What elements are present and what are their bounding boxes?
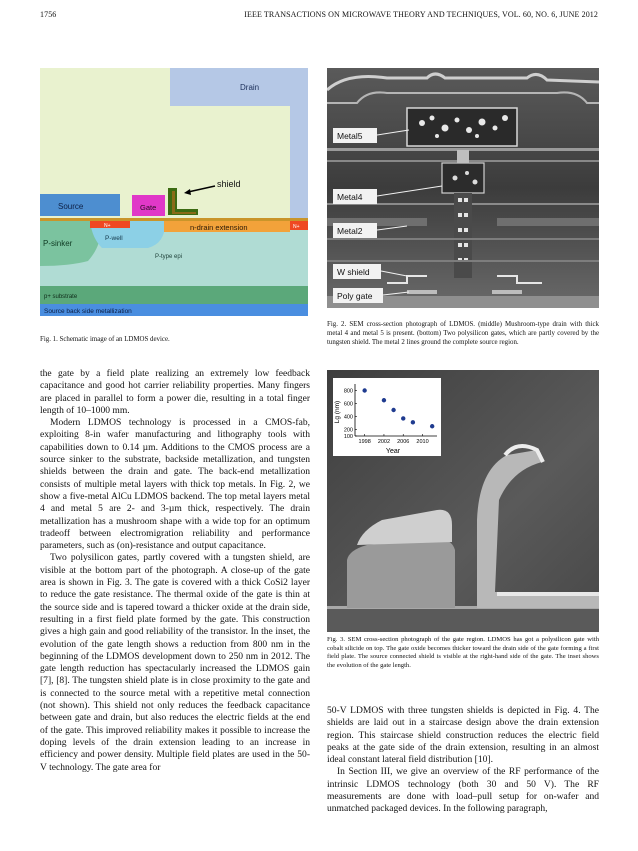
sem-cross-section bbox=[327, 68, 599, 308]
chart-xtick-label: 2010 bbox=[416, 439, 429, 445]
right-paragraph-2: In Section III, we give an overview of the RF performance of the intrinsic LDMOS technology (both 30 and 50 V). The RF measurements are done with load–pull setup for on-wafer and unmatched packaged devices. In the following paragraph, bbox=[327, 766, 599, 815]
p-substrate-label: p+ substrate bbox=[44, 294, 78, 300]
shield-label: shield bbox=[217, 179, 241, 189]
chart-point bbox=[382, 398, 386, 402]
fig1-schematic bbox=[40, 68, 308, 321]
fig2-caption: Fig. 2. SEM cross-section photograph of LDMOS. (middle) Mushroom-type drain with thick metal 4 and metal 5 is present. (bottom) Two polysilicon gates, which are partly covered by the tungsten shield. The metal 2 lines ground the complete source region. bbox=[327, 321, 599, 346]
drain-metal bbox=[170, 68, 308, 106]
backside-label: Source back side metallization bbox=[44, 308, 132, 315]
chart-point bbox=[391, 408, 395, 412]
chart-xlabel: Year bbox=[385, 448, 401, 455]
left-paragraph-1: the gate by a field plate realizing an extremely low feedback capacitance and good hot carrier reliability properties. Many fingers are placed in parallel to form a power die, resulting in a total finger length of 10–1000 mm. bbox=[40, 368, 310, 416]
p-well-label: P-well bbox=[105, 235, 123, 242]
chart-xtick-label: 2006 bbox=[397, 439, 410, 445]
n-plus-left-label: N+ bbox=[104, 223, 111, 229]
chart-ytick-label: 400 bbox=[343, 414, 353, 421]
chart-ytick-label: 100 bbox=[343, 434, 353, 440]
page-number: 1756 bbox=[40, 10, 57, 19]
chart-ytick-label: 200 bbox=[343, 427, 353, 434]
chart-point bbox=[430, 424, 434, 428]
chart-point bbox=[411, 420, 415, 424]
metal2-label: Metal2 bbox=[337, 226, 363, 236]
metal4-label: Metal4 bbox=[337, 192, 363, 202]
p-sinker-label: P-sinker bbox=[43, 239, 73, 248]
right-paragraph-1: 50-V LDMOS with three tungsten shields is depicted in Fig. 4. The shields are laid out in a staircase design above the drain extension region. This staircase shield construction reduces the electric field peaks at the gate side of the drain extension, resulting in an almost ideal constant lateral field distribution [10]. bbox=[327, 705, 599, 766]
journal-header: IEEE TRANSACTIONS ON MICROWAVE THEORY AND TECHNIQUES, VOL. 60, NO. 6, JUNE 2012 bbox=[244, 10, 598, 19]
p-substrate bbox=[40, 286, 308, 304]
chart-ylabel: Lg (nm) bbox=[334, 400, 341, 424]
source-label: Source bbox=[58, 202, 84, 211]
metal5-label: Metal5 bbox=[337, 131, 363, 141]
fig3-sem bbox=[327, 370, 599, 632]
fig2-sem bbox=[327, 68, 599, 308]
n-drain-label: n-drain extension bbox=[190, 223, 248, 232]
left-paragraph-3: Two polysilicon gates, partly covered with a tungsten shield, are visible at the bottom part of the photograph. A close-up of the gate area is shown in Fig. 3. The gate is covered with a thick CoSi2 layer to reduce the gate resistance. The thermal oxide of the gate is thin at the source side and is tapered toward a thicker oxide at the drain side, resulting in a first field plate formed by the gate. This construction gives a high gain and good reliability of the transistor. In the inset, the evolution of the gate length shows a reduction from 800 nm in the beginning of the LDMOS development down to 250 nm in 2012. The gate length reduction has spectacularly increased the LDMOS gain [7], [8]. The tungsten shield plate is in close proximity to the gate and is connected to the source metal with a repetitive metal connection (not shown). This shield not only reduces the feedback capacitance between gate and drain, but also reduces the electric fields at the end of the gate. This improved reliability makes it possible to increase the doping levels of the drain extension leading to an increase in efficiency and power density. Multiple field plates are used in the 50-V technology. The gate area for bbox=[40, 552, 310, 773]
p-type-epi-label: P-type epi bbox=[155, 254, 183, 260]
metal5-block bbox=[407, 108, 517, 146]
gate-body bbox=[347, 540, 455, 608]
poly-gate-label: Poly gate bbox=[337, 291, 373, 301]
metal4-block bbox=[442, 163, 484, 193]
chart-xtick-label: 2002 bbox=[377, 439, 391, 445]
chart-point bbox=[401, 416, 405, 420]
left-body-column bbox=[40, 368, 310, 774]
chart-ytick-label: 800 bbox=[343, 388, 353, 395]
sem-gate-region bbox=[327, 370, 599, 632]
n-plus-right-label: N+ bbox=[293, 224, 300, 230]
drain-label: Drain bbox=[240, 83, 260, 92]
fig1-caption: Fig. 1. Schematic image of an LDMOS device. bbox=[40, 336, 170, 343]
chart-ytick-label: 600 bbox=[343, 401, 353, 408]
left-paragraph-2: Modern LDMOS technology is processed in a CMOS-fab, exploiting 8-in wafer manufacturing and lithography tools with capabilities down to 0.14 µm. Additions to the CMOS process are a source sinker to the substrate, backside metallization, and tungsten shields between the drain and gate. The back-end metallization consists of multiple metal layers with thick top metals. In Fig. 2, we show a five-metal AlCu LDMOS backend. The top metal layers metal 4 and metal 5 are 2- and 3-µm thick, respectively. The drain metallization has a mushroom shape with a wide top for an optimum tradeoff between electromigration reliability and performance parameters, such as (on)-resistance and output capacitance. bbox=[40, 417, 310, 552]
chart-point bbox=[362, 388, 366, 392]
ldmos-schematic bbox=[40, 68, 308, 321]
w-shield-label: W shield bbox=[337, 267, 370, 277]
gate-label: Gate bbox=[140, 203, 157, 212]
right-body-column bbox=[327, 705, 599, 816]
chart-xtick-label: 1998 bbox=[358, 439, 371, 445]
fig3-caption: Fig. 3. SEM cross-section photograph of the gate region. LDMOS has got a polysilicon gate with cobalt silicide on top. The gate oxide becomes thicker toward the drain side of the gate forming a first field plate. The source connected shield is visible at the right-hand side of the gate. The inset shows the evolution of the gate length. bbox=[327, 636, 599, 669]
